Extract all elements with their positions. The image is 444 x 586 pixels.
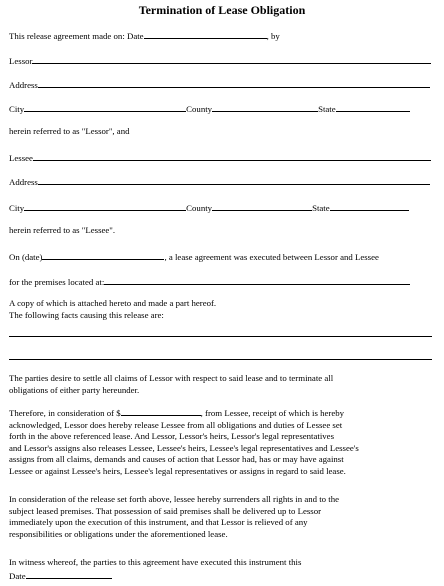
lessor-city-line	[9, 102, 410, 115]
lessor-name-field[interactable]	[32, 54, 431, 64]
consideration-line: acknowledged, Lessor does hereby release Lessee from all obligations and duties of Lessee set	[9, 419, 343, 430]
lease-date-suffix: , a lease agreement was executed between Lessor and Lessee	[164, 252, 379, 262]
consideration-line: forth in the above referenced lease. And Lessor, Lessor's heirs, Lessor's legal representatives	[9, 431, 335, 441]
lessee-address-field[interactable]	[38, 175, 430, 185]
lessee-county-field[interactable]	[212, 201, 312, 211]
lessor-county-label: County	[186, 104, 213, 114]
lessor-state-field[interactable]	[336, 102, 410, 112]
lessee-city-field[interactable]	[24, 201, 186, 211]
lessee-state-field[interactable]	[330, 201, 409, 211]
parties-desire-paragraph	[9, 373, 439, 396]
lessor-line	[9, 54, 431, 67]
facts-line-1[interactable]	[9, 336, 432, 337]
release-date-suffix: , by	[266, 31, 280, 41]
consideration-first-line	[9, 406, 439, 420]
witness-date-label: Date	[9, 571, 26, 581]
lessor-address-line	[9, 78, 430, 91]
lessor-state-label: State	[318, 104, 336, 114]
consideration-prefix: Therefore, in consideration of $	[9, 408, 121, 418]
lessor-address-label: Address	[9, 80, 38, 90]
lessee-reference: herein referred to as "Lessee".	[9, 225, 116, 235]
release-date-prefix: This release agreement made on: Date	[9, 31, 144, 41]
copy-attached-text: A copy of which is attached hereto and made a part hereof.	[9, 298, 217, 308]
premises-label: for the premises located at:	[9, 277, 105, 287]
premises-field[interactable]	[104, 275, 410, 285]
lessor-reference: herein referred to as "Lessor", and	[9, 126, 130, 136]
premises-line	[9, 275, 410, 288]
surrender-line: immediately upon the execution of this instrument, and that Lessor is relieved of any	[9, 517, 308, 527]
lessor-address-field[interactable]	[38, 78, 430, 88]
lessor-city-label: City	[9, 104, 25, 114]
consideration-line: assigns from all claims, demands and causes of action that Lessor had, has or may have against	[9, 454, 344, 464]
consideration-line: Lessee or against Lessee's heirs, Lessee's legal representatives or assigns in regard to said lease.	[9, 465, 346, 476]
release-date-field[interactable]	[144, 29, 267, 39]
lease-date-prefix: On (date)	[9, 252, 43, 262]
lessee-city-line	[9, 201, 409, 214]
lessee-state-label: State	[312, 203, 330, 213]
lessor-label: Lessor	[9, 56, 33, 66]
witness-date-line	[9, 569, 112, 582]
document-title: Termination of Lease Obligation	[138, 3, 306, 17]
release-date-line	[9, 29, 280, 42]
surrender-line: responsibilities or obligations under the aforementioned lease.	[9, 528, 228, 539]
parties-desire-line: obligations of either party hereunder.	[9, 384, 140, 395]
facts-intro	[9, 298, 439, 321]
consideration-suffix: , from Lessee, receipt of which is hereby	[200, 408, 345, 418]
surrender-paragraph	[9, 494, 439, 540]
lessee-city-label: City	[9, 203, 25, 213]
lessee-label: Lessee	[9, 153, 33, 163]
lessee-line	[9, 151, 431, 164]
lessor-city-field[interactable]	[24, 102, 186, 112]
lease-date-field[interactable]	[42, 250, 164, 260]
lessor-county-field[interactable]	[212, 102, 318, 112]
lessee-county-label: County	[186, 203, 213, 213]
surrender-line: subject leased premises. That possession of said premises shall be delivered up to Lessor	[9, 505, 322, 516]
lessee-address-line	[9, 175, 430, 188]
parties-desire-line: The parties desire to settle all claims of Lessor with respect to said lease and to terminate all	[9, 373, 334, 383]
consideration-amount-field[interactable]	[121, 406, 201, 416]
witness-statement: In witness whereof, the parties to this agreement have executed this instrument this	[9, 557, 302, 567]
surrender-line: In consideration of the release set forth above, lessee hereby surrenders all rights in and to the	[9, 494, 340, 504]
facts-line-2[interactable]	[9, 359, 432, 360]
witness-date-field[interactable]	[26, 569, 112, 579]
consideration-line: and Lessor's assigns also releases Lessee, Lessee's heirs, Lessee's legal representatives and Lessee's	[9, 442, 359, 453]
lessee-address-label: Address	[9, 177, 38, 187]
lease-date-line	[9, 250, 379, 263]
facts-causing-text: The following facts causing this release are:	[9, 309, 164, 320]
lessee-name-field[interactable]	[33, 151, 431, 161]
consideration-paragraph	[9, 406, 439, 477]
